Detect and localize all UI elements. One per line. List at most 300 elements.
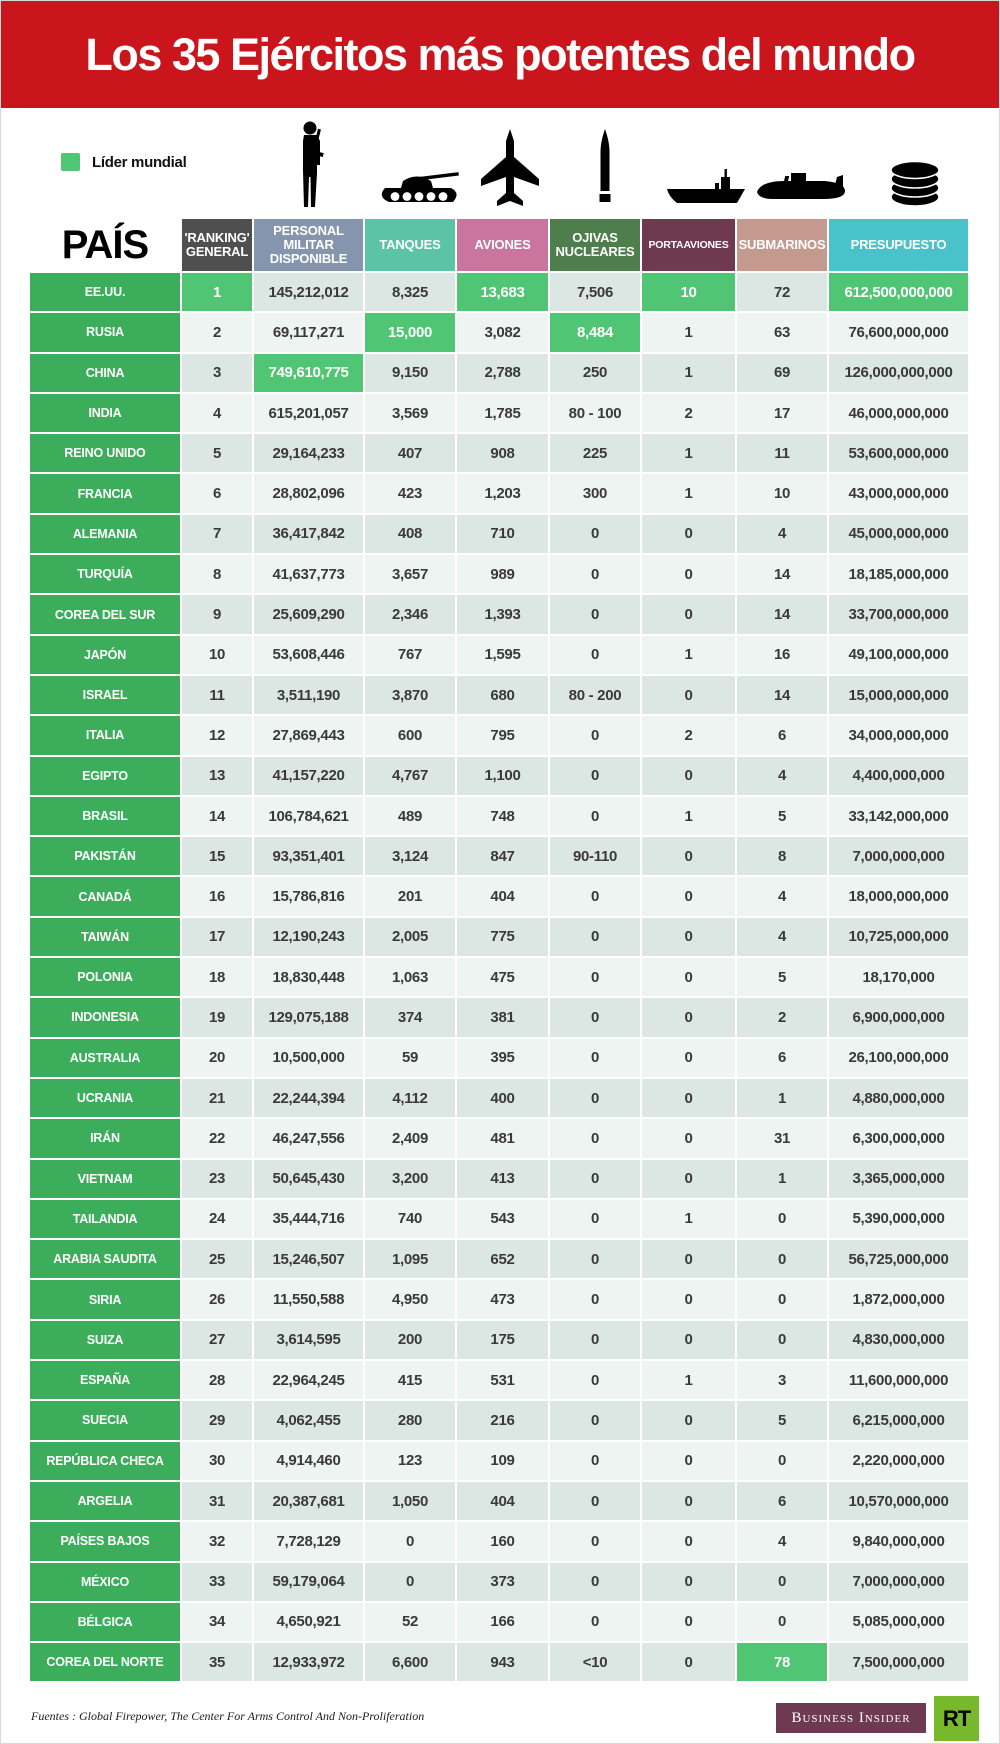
country-cell-india: INDIA [30,394,180,432]
value-cell: 126,000,000,000 [829,354,968,392]
value-cell: 407 [365,434,455,472]
value-cell: 7 [182,515,252,553]
column-header-aviones: AVIONES [457,219,548,271]
value-cell: 0 [550,1240,640,1278]
value-cell: 0 [550,1280,640,1318]
value-cell: 8,484 [550,313,640,351]
value-cell: 7,500,000,000 [829,1643,968,1681]
value-cell: 395 [457,1039,548,1077]
value-cell: 4 [737,757,827,795]
value-cell: 0 [642,1563,735,1601]
country-cell-francia: FRANCIA [30,474,180,512]
value-cell: 0 [642,555,735,593]
value-cell: 404 [457,1482,548,1520]
value-cell: 0 [550,1321,640,1359]
value-cell: 1 [642,354,735,392]
country-cell-china: CHINA [30,354,180,392]
value-cell: 413 [457,1160,548,1198]
value-cell: 52 [365,1603,455,1641]
value-cell: 7,728,129 [254,1522,363,1560]
value-cell: 4 [737,877,827,915]
value-cell: 22 [182,1119,252,1157]
value-cell: 0 [642,1079,735,1117]
value-cell: 43,000,000,000 [829,474,968,512]
value-cell: 34,000,000,000 [829,716,968,754]
country-cell-ee-uu: EE.UU. [30,273,180,311]
value-cell: 408 [365,515,455,553]
value-cell: 3,082 [457,313,548,351]
column-header-presupuesto: PRESUPUESTO [829,219,968,271]
value-cell: 18,000,000,000 [829,877,968,915]
legend [61,153,186,171]
value-cell: 26 [182,1280,252,1318]
business-insider-logo: Business Insider [776,1703,926,1733]
country-cell-pa-ses-bajos: PAÍSES BAJOS [30,1522,180,1560]
coins-icon [889,161,941,209]
missile-icon [597,129,613,209]
value-cell: 21 [182,1079,252,1117]
value-cell: 26,100,000,000 [829,1039,968,1077]
value-cell: 3,200 [365,1160,455,1198]
country-cell-alemania: ALEMANIA [30,515,180,553]
value-cell: 3,657 [365,555,455,593]
value-cell: 0 [550,1442,640,1480]
country-cell-israel: ISRAEL [30,676,180,714]
value-cell: 1 [182,273,252,311]
value-cell: 22,244,394 [254,1079,363,1117]
value-cell: 109 [457,1442,548,1480]
value-cell: 11 [737,434,827,472]
country-cell-ucrania: UCRANIA [30,1079,180,1117]
column-header-portaaviones: PORTAAVIONES [642,219,735,271]
value-cell: <10 [550,1643,640,1681]
value-cell: 0 [550,595,640,633]
value-cell: 415 [365,1361,455,1399]
soldier-icon [291,121,333,209]
value-cell: 53,600,000,000 [829,434,968,472]
value-cell: 0 [642,1280,735,1318]
value-cell: 93,351,401 [254,837,363,875]
value-cell: 2 [737,998,827,1036]
value-cell: 175 [457,1321,548,1359]
value-cell: 28 [182,1361,252,1399]
value-cell: 0 [642,676,735,714]
value-cell: 9,840,000,000 [829,1522,968,1560]
pais-column-header: PAÍS [30,219,180,271]
value-cell: 19 [182,998,252,1036]
country-cell-arabia-saudita: ARABIA SAUDITA [30,1240,180,1278]
value-cell: 0 [550,998,640,1036]
value-cell: 29,164,233 [254,434,363,472]
value-cell: 6 [737,716,827,754]
value-cell: 4,830,000,000 [829,1321,968,1359]
value-cell: 16 [737,636,827,674]
value-cell: 0 [642,1321,735,1359]
value-cell: 15,786,816 [254,877,363,915]
value-cell: 775 [457,918,548,956]
value-cell: 767 [365,636,455,674]
country-cell-suecia: SUECIA [30,1401,180,1439]
title-banner [1,1,999,108]
value-cell: 652 [457,1240,548,1278]
column-header-submarinos: SUBMARINOS [737,219,827,271]
value-cell: 1 [642,474,735,512]
value-cell: 11,550,588 [254,1280,363,1318]
value-cell: 2,346 [365,595,455,633]
country-cell-reino-unido: REINO UNIDO [30,434,180,472]
value-cell: 0 [550,1603,640,1641]
value-cell: 0 [642,998,735,1036]
value-cell: 59,179,064 [254,1563,363,1601]
armies-table [30,219,968,1681]
value-cell: 8 [182,555,252,593]
value-cell: 0 [737,1563,827,1601]
country-cell-vietnam: VIETNAM [30,1160,180,1198]
value-cell: 7,506 [550,273,640,311]
country-cell-suiza: SUIZA [30,1321,180,1359]
value-cell: 216 [457,1401,548,1439]
country-cell-tailandia: TAILANDIA [30,1200,180,1238]
carrier-icon [665,167,747,207]
value-cell: 908 [457,434,548,472]
value-cell: 41,157,220 [254,757,363,795]
value-cell: 0 [642,877,735,915]
value-cell: 0 [642,757,735,795]
value-cell: 5,390,000,000 [829,1200,968,1238]
value-cell: 4,062,455 [254,1401,363,1439]
value-cell: 32 [182,1522,252,1560]
value-cell: 531 [457,1361,548,1399]
value-cell: 0 [550,515,640,553]
value-cell: 0 [550,1482,640,1520]
value-cell: 18,185,000,000 [829,555,968,593]
value-cell: 0 [550,1119,640,1157]
value-cell: 10 [182,636,252,674]
value-cell: 6 [737,1039,827,1077]
column-header-tanques: TANQUES [365,219,455,271]
value-cell: 0 [550,1361,640,1399]
value-cell: 1 [642,797,735,835]
value-cell: 481 [457,1119,548,1157]
value-cell: 10,500,000 [254,1039,363,1077]
value-cell: 1,785 [457,394,548,432]
value-cell: 5,085,000,000 [829,1603,968,1641]
value-cell: 748 [457,797,548,835]
value-cell: 200 [365,1321,455,1359]
value-cell: 0 [642,837,735,875]
value-cell: 72 [737,273,827,311]
value-cell: 4 [182,394,252,432]
value-cell: 0 [550,958,640,996]
value-cell: 9 [182,595,252,633]
value-cell: 3,511,190 [254,676,363,714]
value-cell: 1,063 [365,958,455,996]
value-cell: 6 [737,1482,827,1520]
value-cell: 1 [737,1079,827,1117]
value-cell: 3 [737,1361,827,1399]
tank-icon [377,171,461,209]
value-cell: 12,190,243 [254,918,363,956]
value-cell: 6 [182,474,252,512]
value-cell: 6,215,000,000 [829,1401,968,1439]
value-cell: 0 [550,716,640,754]
value-cell: 10,725,000,000 [829,918,968,956]
page-title: Los 35 Ejércitos más potentes del mundo [85,28,915,80]
value-cell: 0 [737,1200,827,1238]
value-cell: 0 [737,1280,827,1318]
value-cell: 35,444,716 [254,1200,363,1238]
country-cell-argelia: ARGELIA [30,1482,180,1520]
value-cell: 33,142,000,000 [829,797,968,835]
value-cell: 27 [182,1321,252,1359]
country-cell-jap-n: JAPÓN [30,636,180,674]
value-cell: 22,964,245 [254,1361,363,1399]
country-cell-ir-n: IRÁN [30,1119,180,1157]
value-cell: 0 [550,918,640,956]
country-cell-egipto: EGIPTO [30,757,180,795]
country-cell-italia: ITALIA [30,716,180,754]
value-cell: 543 [457,1200,548,1238]
value-cell: 7,000,000,000 [829,837,968,875]
value-cell: 1,095 [365,1240,455,1278]
value-cell: 795 [457,716,548,754]
value-cell: 0 [642,595,735,633]
value-cell: 0 [737,1240,827,1278]
value-cell: 0 [550,757,640,795]
value-cell: 0 [550,636,640,674]
leader-swatch-icon [61,153,80,171]
value-cell: 0 [550,1522,640,1560]
value-cell: 2,005 [365,918,455,956]
value-cell: 3,124 [365,837,455,875]
value-cell: 20,387,681 [254,1482,363,1520]
value-cell: 15,246,507 [254,1240,363,1278]
value-cell: 80 - 100 [550,394,640,432]
value-cell: 4 [737,515,827,553]
value-cell: 0 [550,1401,640,1439]
value-cell: 76,600,000,000 [829,313,968,351]
country-cell-canad: CANADÁ [30,877,180,915]
value-cell: 400 [457,1079,548,1117]
value-cell: 16 [182,877,252,915]
value-cell: 11 [182,676,252,714]
value-cell: 23 [182,1160,252,1198]
value-cell: 160 [457,1522,548,1560]
value-cell: 24 [182,1200,252,1238]
value-cell: 6,600 [365,1643,455,1681]
value-cell: 14 [737,676,827,714]
value-cell: 943 [457,1643,548,1681]
value-cell: 1,203 [457,474,548,512]
value-cell: 4,112 [365,1079,455,1117]
value-cell: 41,637,773 [254,555,363,593]
value-cell: 123 [365,1442,455,1480]
value-cell: 1 [642,636,735,674]
value-cell: 35 [182,1643,252,1681]
value-cell: 0 [642,1522,735,1560]
rt-logo: RT [934,1696,979,1741]
value-cell: 50,645,430 [254,1160,363,1198]
value-cell: 9,150 [365,354,455,392]
value-cell: 11,600,000,000 [829,1361,968,1399]
value-cell: 46,000,000,000 [829,394,968,432]
value-cell: 18 [182,958,252,996]
value-cell: 0 [642,1039,735,1077]
value-cell: 49,100,000,000 [829,636,968,674]
value-cell: 15,000,000,000 [829,676,968,714]
value-cell: 1,872,000,000 [829,1280,968,1318]
value-cell: 749,610,775 [254,354,363,392]
value-cell: 5 [737,797,827,835]
country-cell-b-lgica: BÉLGICA [30,1603,180,1641]
value-cell: 4,767 [365,757,455,795]
value-cell: 17 [737,394,827,432]
value-cell: 0 [550,555,640,593]
value-cell: 423 [365,474,455,512]
value-cell: 0 [642,1160,735,1198]
value-cell: 0 [642,1643,735,1681]
value-cell: 6,900,000,000 [829,998,968,1036]
value-cell: 10,570,000,000 [829,1482,968,1520]
value-cell: 1 [642,434,735,472]
country-cell-corea-del-norte: COREA DEL NORTE [30,1643,180,1681]
value-cell: 4,950 [365,1280,455,1318]
value-cell: 0 [737,1603,827,1641]
value-cell: 10 [642,273,735,311]
value-cell: 0 [550,1200,640,1238]
value-cell: 106,784,621 [254,797,363,835]
value-cell: 13,683 [457,273,548,311]
column-header-personal-militar-disponible: PERSONAL MILITAR DISPONIBLE [254,219,363,271]
value-cell: 15 [182,837,252,875]
value-cell: 710 [457,515,548,553]
value-cell: 300 [550,474,640,512]
value-cell: 1 [737,1160,827,1198]
value-cell: 90-110 [550,837,640,875]
value-cell: 0 [642,1482,735,1520]
value-cell: 15,000 [365,313,455,351]
value-cell: 63 [737,313,827,351]
value-cell: 17 [182,918,252,956]
value-cell: 847 [457,837,548,875]
value-cell: 33 [182,1563,252,1601]
country-cell-siria: SIRIA [30,1280,180,1318]
value-cell: 1 [642,313,735,351]
jet-icon [477,129,543,209]
value-cell: 1,100 [457,757,548,795]
value-cell: 53,608,446 [254,636,363,674]
value-cell: 27,869,443 [254,716,363,754]
country-cell-espa-a: ESPAÑA [30,1361,180,1399]
value-cell: 0 [642,958,735,996]
value-cell: 3,365,000,000 [829,1160,968,1198]
value-cell: 12 [182,716,252,754]
value-cell: 5 [737,1401,827,1439]
value-cell: 29 [182,1401,252,1439]
value-cell: 0 [550,1079,640,1117]
value-cell: 30 [182,1442,252,1480]
value-cell: 2 [642,716,735,754]
value-cell: 7,000,000,000 [829,1563,968,1601]
value-cell: 0 [642,918,735,956]
value-cell: 8,325 [365,273,455,311]
value-cell: 25 [182,1240,252,1278]
value-cell: 280 [365,1401,455,1439]
value-cell: 1 [642,1361,735,1399]
value-cell: 14 [737,595,827,633]
country-cell-rep-blica-checa: REPÚBLICA CHECA [30,1442,180,1480]
value-cell: 4,650,921 [254,1603,363,1641]
value-cell: 1,050 [365,1482,455,1520]
value-cell: 12,933,972 [254,1643,363,1681]
country-cell-polonia: POLONIA [30,958,180,996]
value-cell: 20 [182,1039,252,1077]
value-cell: 14 [182,797,252,835]
value-cell: 0 [642,1603,735,1641]
value-cell: 0 [550,1039,640,1077]
value-cell: 1,393 [457,595,548,633]
value-cell: 0 [550,1160,640,1198]
value-cell: 59 [365,1039,455,1077]
value-cell: 2,788 [457,354,548,392]
sources-note: Fuentes : Global Firepower, The Center For Arms Control And Non-Proliferation [31,1709,425,1723]
value-cell: 1,595 [457,636,548,674]
value-cell: 473 [457,1280,548,1318]
value-cell: 0 [642,1240,735,1278]
value-cell: 374 [365,998,455,1036]
value-cell: 36,417,842 [254,515,363,553]
value-cell: 2,409 [365,1119,455,1157]
value-cell: 14 [737,555,827,593]
value-cell: 166 [457,1603,548,1641]
value-cell: 600 [365,716,455,754]
country-cell-corea-del-sur: COREA DEL SUR [30,595,180,633]
value-cell: 4,914,460 [254,1442,363,1480]
value-cell: 4,880,000,000 [829,1079,968,1117]
value-cell: 80 - 200 [550,676,640,714]
value-cell: 404 [457,877,548,915]
value-cell: 69,117,271 [254,313,363,351]
value-cell: 0 [550,1563,640,1601]
value-cell: 2,220,000,000 [829,1442,968,1480]
value-cell: 225 [550,434,640,472]
value-cell: 18,170,000 [829,958,968,996]
value-cell: 33,700,000,000 [829,595,968,633]
value-cell: 145,212,012 [254,273,363,311]
value-cell: 2 [642,394,735,432]
value-cell: 1 [642,1200,735,1238]
value-cell: 612,500,000,000 [829,273,968,311]
value-cell: 0 [642,1401,735,1439]
legend-label: Líder mundial [92,153,187,171]
column-header-ojivas-nucleares: OJIVAS NUCLEARES [550,219,640,271]
country-cell-australia: AUSTRALIA [30,1039,180,1077]
value-cell: 78 [737,1643,827,1681]
value-cell: 0 [737,1321,827,1359]
value-cell: 4,400,000,000 [829,757,968,795]
country-cell-turqu-a: TURQUÍA [30,555,180,593]
value-cell: 615,201,057 [254,394,363,432]
value-cell: 0 [365,1522,455,1560]
value-cell: 0 [737,1442,827,1480]
value-cell: 10 [737,474,827,512]
value-cell: 69 [737,354,827,392]
value-cell: 250 [550,354,640,392]
value-cell: 34 [182,1603,252,1641]
value-cell: 0 [550,877,640,915]
value-cell: 0 [642,1442,735,1480]
value-cell: 5 [182,434,252,472]
